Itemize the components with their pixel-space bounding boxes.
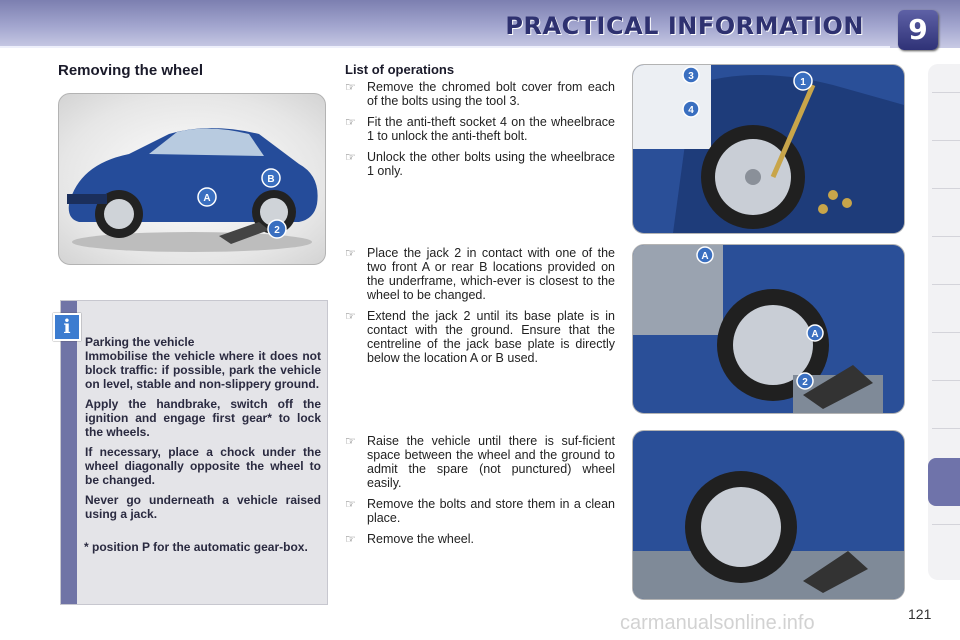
watermark: carmanualsonline.info — [620, 612, 815, 634]
operation-item: ☞ Remove the chromed bolt cover from each of the bolts using the tool 3. — [345, 80, 615, 108]
callout-a-side: A — [811, 329, 819, 340]
callout-2-jack: 2 — [802, 377, 808, 388]
pointing-hand-icon: ☞ — [345, 115, 356, 129]
callout-b: B — [267, 174, 275, 185]
chapter-title: PRACTICAL INFORMATION — [505, 12, 864, 40]
callout-a: A — [203, 193, 211, 204]
header-rule — [0, 46, 890, 48]
tab-divider — [932, 524, 960, 525]
callout-3: 3 — [688, 71, 694, 82]
pointing-hand-icon: ☞ — [345, 80, 356, 94]
tab-divider — [932, 332, 960, 333]
operation-item: ☞ Raise the vehicle until there is suf-ficient space between the wheel and the ground to admit the spare (not punctured) wheel easily. — [345, 434, 615, 490]
info-footnote: * position P for the automatic gear-box. — [84, 540, 308, 554]
page-number: 121 — [908, 606, 932, 622]
callout-4: 4 — [688, 105, 694, 116]
pointing-hand-icon: ☞ — [345, 150, 356, 164]
operations-group-2 — [345, 246, 615, 372]
raised-vehicle-illustration — [632, 430, 905, 600]
section-title: Removing the wheel — [58, 62, 204, 79]
info-accent-bar — [61, 301, 77, 604]
jack-placement-illustration — [632, 244, 905, 414]
pointing-hand-icon: ☞ — [345, 309, 356, 323]
wheel-bolts-illustration — [632, 64, 905, 234]
parking-info-box — [60, 300, 328, 605]
info-paragraph-3: If necessary, place a chock under the wheel diagonally opposite the wheel to be changed. — [85, 445, 321, 487]
info-icon: i — [53, 313, 81, 341]
callout-1: 1 — [800, 77, 806, 88]
tab-divider — [932, 188, 960, 189]
info-heading: Parking the vehicle — [85, 335, 195, 349]
car-overview-illustration — [58, 93, 326, 265]
callout-a-top: A — [701, 251, 709, 262]
tab-divider — [932, 140, 960, 141]
operation-item: ☞ Extend the jack 2 until its base plate is in contact with the ground. Ensure that the centreline of the jack base plate is directly below the location A or B used. — [345, 309, 615, 365]
operation-item: ☞ Place the jack 2 in contact with one of the two front A or rear B locations provided on the underframe, which-ever is closest to the wheel to be changed. — [345, 246, 615, 302]
tab-divider — [932, 284, 960, 285]
operation-item: ☞ Fit the anti-theft socket 4 on the wheelbrace 1 to unlock the anti-theft bolt. — [345, 115, 615, 143]
info-paragraph-1: Immobilise the vehicle where it does not block traffic: if possible, park the vehicle on level, stable and non-slippery ground. — [85, 349, 321, 391]
pointing-hand-icon: ☞ — [345, 497, 356, 511]
info-paragraph-2: Apply the handbrake, switch off the ignition and engage first gear* to lock the wheels. — [85, 397, 321, 439]
pointing-hand-icon: ☞ — [345, 246, 356, 260]
info-paragraph-4: Never go underneath a vehicle raised using a jack. — [85, 493, 321, 521]
tab-divider — [932, 380, 960, 381]
pointing-hand-icon: ☞ — [345, 434, 356, 448]
tab-divider — [932, 92, 960, 93]
chapter-number-badge: 9 — [898, 10, 938, 50]
chapter-tab-active[interactable] — [928, 458, 960, 506]
pointing-hand-icon: ☞ — [345, 532, 356, 546]
tab-divider — [932, 236, 960, 237]
info-text — [85, 335, 321, 527]
operations-group-1 — [345, 80, 615, 185]
tab-divider — [932, 428, 960, 429]
operations-title: List of operations — [345, 62, 455, 77]
operations-group-3 — [345, 434, 615, 553]
operation-item: ☞ Remove the bolts and store them in a clean place. — [345, 497, 615, 525]
callout-2: 2 — [274, 225, 280, 236]
operation-item: ☞ Unlock the other bolts using the wheelbrace 1 only. — [345, 150, 615, 178]
operation-item: ☞ Remove the wheel. — [345, 532, 475, 546]
